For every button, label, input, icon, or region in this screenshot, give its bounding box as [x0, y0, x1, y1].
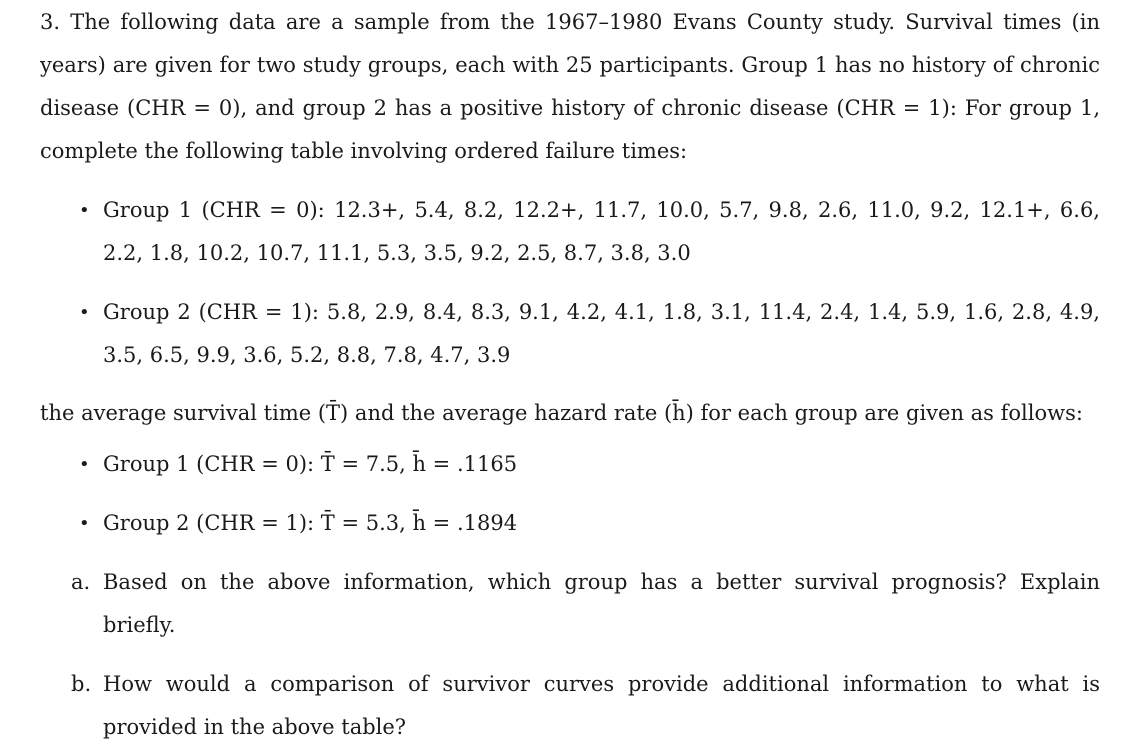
group-2-averages-text: Group 2 (CHR = 1): T̄ = 5.3, h̄ = .1894 — [103, 511, 518, 535]
bullet-icon: • — [79, 200, 90, 221]
group-2-averages — [40, 502, 1100, 545]
problem-intro: 3. The following data are a sample from the 1967–1980 Evans County study. Survival times (in years) are given for two study groups, each with 25 participants. Group 1 has no history of chronic disease (CHR = 0), and group 2 has a positive history of chronic disease (CHR = 1): For group 1, complete the following table involving ordered failure times: — [40, 10, 1100, 163]
summary-intro: the average survival time (T̄) and the average hazard rate (h̄) for each group are given as follows: — [40, 401, 1083, 425]
group-1-averages-text: Group 1 (CHR = 0): T̄ = 7.5, h̄ = .1165 — [103, 452, 518, 476]
group-2-values: 5.8, 2.9, 8.4, 8.3, 9.1, 4.2, 4.1, 1.8, 3.1, 11.4, 2.4, 1.4, 5.9, 1.6, 2.8, 4.9, 3.5, 6.5, 9.9, 3.6, 5.2, 8.8, 7.8, 4.7, 3.9 — [103, 300, 1100, 367]
question-b — [40, 663, 1100, 749]
group-1-averages — [40, 443, 1100, 486]
group-1-times — [40, 189, 1100, 275]
group-2-times — [40, 291, 1100, 377]
averages-list — [40, 443, 1100, 545]
group-1-label: Group 1 (CHR = 0): — [103, 198, 325, 222]
question-a-letter: a. — [71, 570, 91, 594]
question-b-letter: b. — [71, 672, 92, 696]
bullet-icon: • — [79, 302, 90, 323]
question-b-text: How would a comparison of survivor curves provide additional information to what is provided in the above table? — [103, 672, 1100, 739]
question-a — [40, 561, 1100, 647]
bullet-icon: • — [79, 513, 90, 534]
group-1-values: 12.3+, 5.4, 8.2, 12.2+, 11.7, 10.0, 5.7, 9.8, 2.6, 11.0, 9.2, 12.1+, 6.6, 2.2, 1.8, 10.2, 10.7, 11.1, 5.3, 3.5, 9.2, 2.5, 8.7, 3.8, 3.0 — [103, 198, 1100, 265]
problem-page — [40, 0, 1100, 749]
group-2-label: Group 2 (CHR = 1): — [103, 300, 320, 324]
bullet-icon: • — [79, 454, 90, 475]
survival-times-list — [40, 189, 1100, 377]
questions-list — [40, 561, 1100, 749]
question-a-text: Based on the above information, which group has a better survival prognosis? Explain briefly. — [103, 570, 1100, 637]
